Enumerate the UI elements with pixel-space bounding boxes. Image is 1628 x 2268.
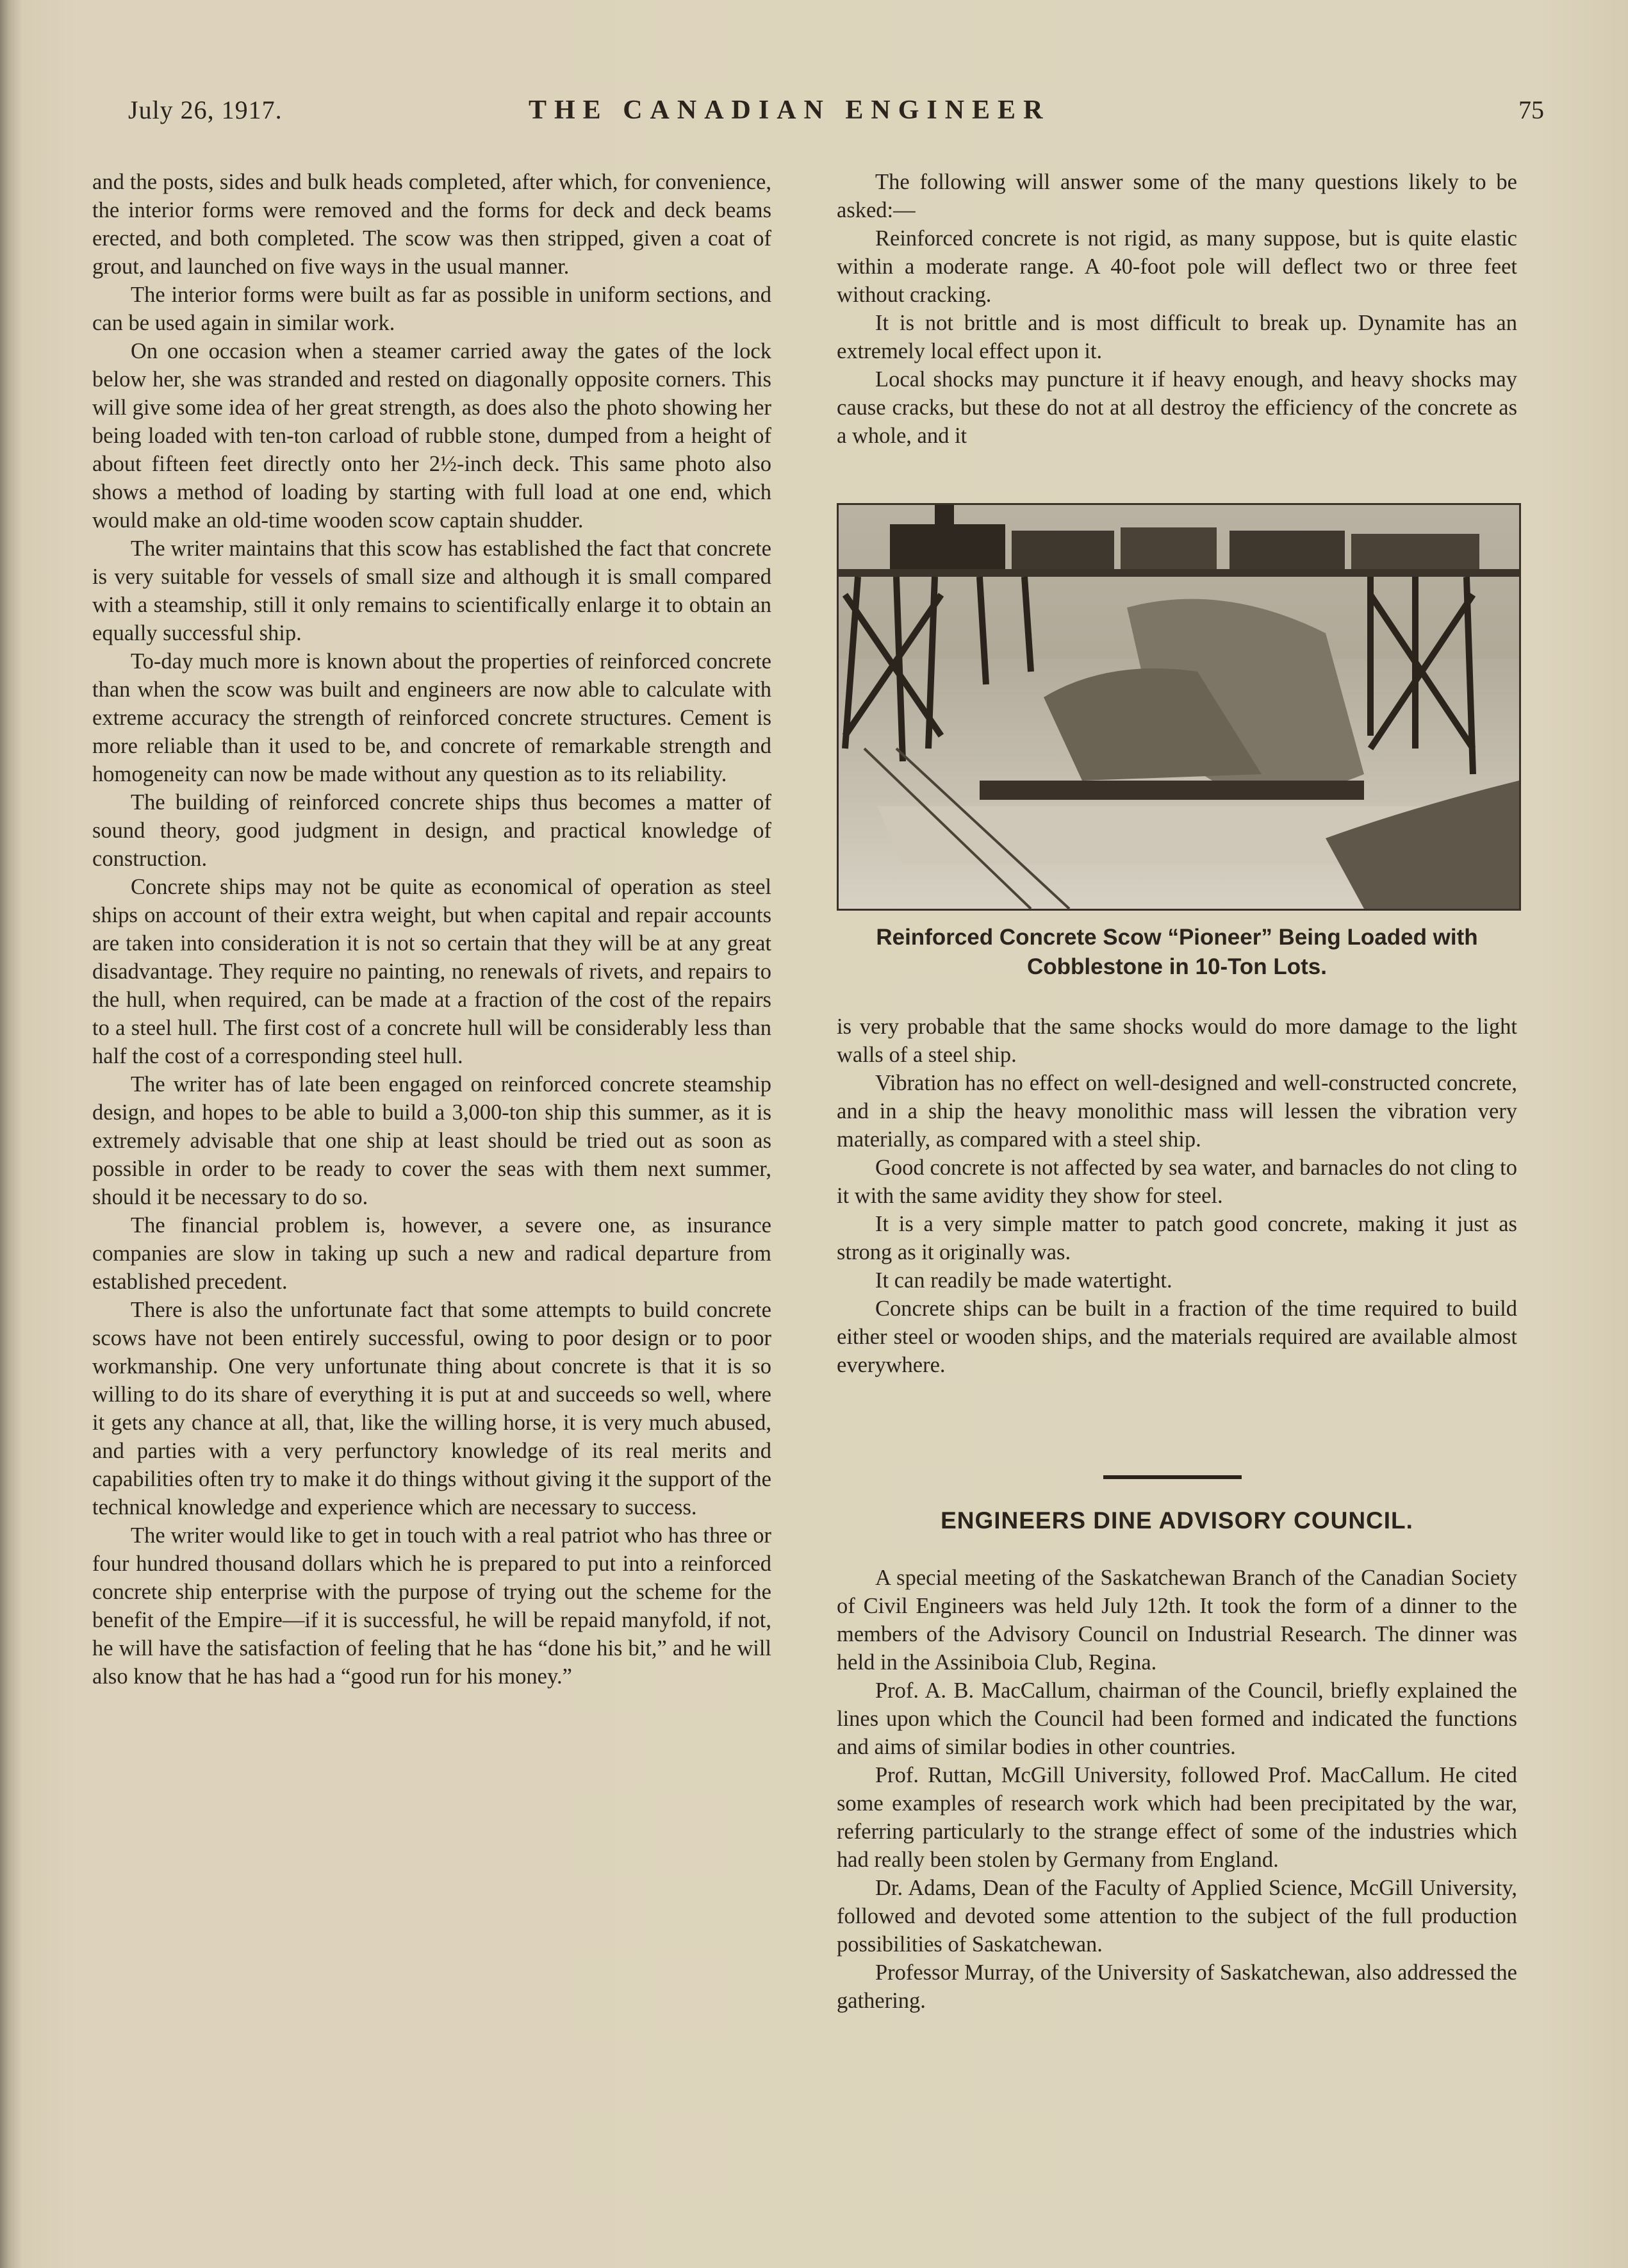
right-column-top	[837, 168, 1517, 450]
paragraph: The writer maintains that this scow has established the fact that concrete is very suitable for vessels of small size and although it is small compared with a steamship, still it only remains to scientifically enlarge it to obtain an equally successful ship.	[92, 536, 771, 645]
issue-date: July 26, 1917.	[128, 95, 283, 124]
paragraph: Concrete ships can be built in a fraction of the time required to build either steel or wooden ships, and the materials required are available almost everywhere.	[837, 1296, 1517, 1377]
journal-title: THE CANADIAN ENGINEER	[529, 95, 1051, 125]
section-divider	[1103, 1475, 1242, 1479]
paragraph: There is also the unfortunate fact that some attempts to build concrete scows have not been entirely successful, owing to poor design or to poor workmanship. One very unfortunate thing about concrete is that it is so willing to do its share of everything it is put at and succeeds so well, where it gets any chance at all, that, like the willing horse, it is very much abused, and parties with a very perfunctory knowledge of its real merits and capabilities often try to make it do things without giving it the support of the technical knowledge and experience which are necessary to success.	[92, 1298, 771, 1519]
paragraph: Prof. Ruttan, McGill University, followed Prof. MacCallum. He cited some examples of research work which had been precipitated by the war, referring particularly to the strange effect of some of the industries which had really been stolen by Germany from England.	[837, 1763, 1517, 1872]
paragraph: To-day much more is known about the properties of reinforced concrete than when the scow was built and engineers are now able to calculate with extreme accuracy the strength of reinforced concrete structures. Cement is more reliable than it used to be, and concrete of remarkable strength and homogeneity can now be made without any question as to its reliability.	[92, 649, 771, 786]
paragraph: Professor Murray, of the University of Saskatchewan, also addressed the gathering.	[837, 1960, 1517, 2013]
right-column-middle	[837, 1013, 1517, 1379]
paragraph: The following will answer some of the many questions likely to be asked:—	[837, 170, 1517, 222]
paragraph: and the posts, sides and bulk heads completed, after which, for convenience, the interior forms were removed and the forms for deck and deck beams erected, and both completed. The scow was then stripped, given a coat of grout, and launched on five ways in the usual manner.	[92, 170, 771, 279]
paragraph: The financial problem is, however, a severe one, as insurance companies are slow in taking up such a new and radical departure from established precedent.	[92, 1213, 771, 1294]
paragraph: Vibration has no effect on well-designed and well-constructed concrete, and in a ship the heavy monolithic mass will lessen the vibration very materially, as compared with a steel ship.	[837, 1071, 1517, 1152]
paragraph: A special meeting of the Saskatchewan Branch of the Canadian Society of Civil Engineers was held July 12th. It took the form of a dinner to the members of the Advisory Council on Industrial Research. The dinner was held in the Assiniboia Club, Regina.	[837, 1566, 1517, 1675]
paragraph: Prof. A. B. MacCallum, chairman of the Council, briefly explained the lines upon which the Council had been formed and indicated the functions and aims of similar bodies in other countries.	[837, 1678, 1517, 1759]
section-title: ENGINEERS DINE ADVISORY COUNCIL.	[941, 1507, 1413, 1534]
page-header	[128, 95, 1550, 133]
paragraph: It is a very simple matter to patch good concrete, making it just as strong as it originally was.	[837, 1212, 1517, 1264]
page-number: 75	[1518, 95, 1544, 124]
scow-photo	[837, 503, 1521, 911]
paragraph: The writer would like to get in touch with a real patriot who has three or four hundred thousand dollars which he is prepared to put into a reinforced concrete ship enterprise with the purpose of trying out the scheme for the benefit of the Empire—if it is successful, he will be repaid manyfold, if not, he will have the satisfaction of feeling that he has “done his bit,” and he will also know that he has had a “good run for his money.”	[92, 1523, 771, 1689]
paragraph: Local shocks may puncture it if heavy enough, and heavy shocks may cause cracks, but these do not at all destroy the efficiency of the concrete as a whole, and it	[837, 367, 1517, 448]
scow-photo-illustration	[839, 505, 1519, 909]
photo-caption: Reinforced Concrete Scow “Pioneer” Being Loaded with Cobblestone in 10-Ton Lots.	[876, 925, 1478, 979]
paragraph: On one occasion when a steamer carried away the gates of the lock below her, she was stranded and rested on diagonally opposite corners. This will give some idea of her great strength, as does also the photo showing her being loaded with ten-ton carload of rubble stone, dumped from a height of about fifteen feet directly onto her 2½-inch deck. This same photo also shows a method of loading by starting with full load at one end, which would make an old-time wooden scow captain shudder.	[92, 339, 771, 533]
paragraph: Good concrete is not affected by sea water, and barnacles do not cling to it with the same avidity they show for steel.	[837, 1155, 1517, 1208]
paragraph: It is not brittle and is most difficult to break up. Dynamite has an extremely local effect upon it.	[837, 311, 1517, 363]
paragraph: Reinforced concrete is not rigid, as many suppose, but is quite elastic within a moderate range. A 40-foot pole will deflect two or three feet without cracking.	[837, 226, 1517, 307]
paragraph: Concrete ships may not be quite as economical of operation as steel ships on account of their extra weight, but when capital and repair accounts are taken into consideration it is not so certain that they will be at any great disadvantage. They require no painting, no renewals of rivets, and repairs to the hull, when required, can be made at a fraction of the cost of the repairs to a steel hull. The first cost of a concrete hull will be considerably less than half the cost of a corresponding steel hull.	[92, 875, 771, 1068]
paragraph: The building of reinforced concrete ships thus becomes a matter of sound theory, good judgment in design, and practical knowledge of construction.	[92, 790, 771, 871]
paragraph: Dr. Adams, Dean of the Faculty of Applied Science, McGill University, followed and devoted some attention to the subject of the full production possibilities of Saskatchewan.	[837, 1876, 1517, 1957]
left-column	[92, 168, 771, 1691]
paragraph: It can readily be made watertight.	[875, 1268, 1172, 1293]
paragraph: The writer has of late been engaged on reinforced concrete steamship design, and hopes to be able to build a 3,000-ton ship this summer, as it is extremely advisable that one ship at least should be tried out as soon as possible in order to be ready to cover the seas with them next summer, should it be necessary to do so.	[92, 1072, 771, 1209]
right-column-bottom	[837, 1564, 1517, 2015]
paragraph: The interior forms were built as far as possible in uniform sections, and can be used again in similar work.	[92, 283, 771, 335]
paragraph: is very probable that the same shocks would do more damage to the light walls of a steel ship.	[837, 1014, 1517, 1067]
